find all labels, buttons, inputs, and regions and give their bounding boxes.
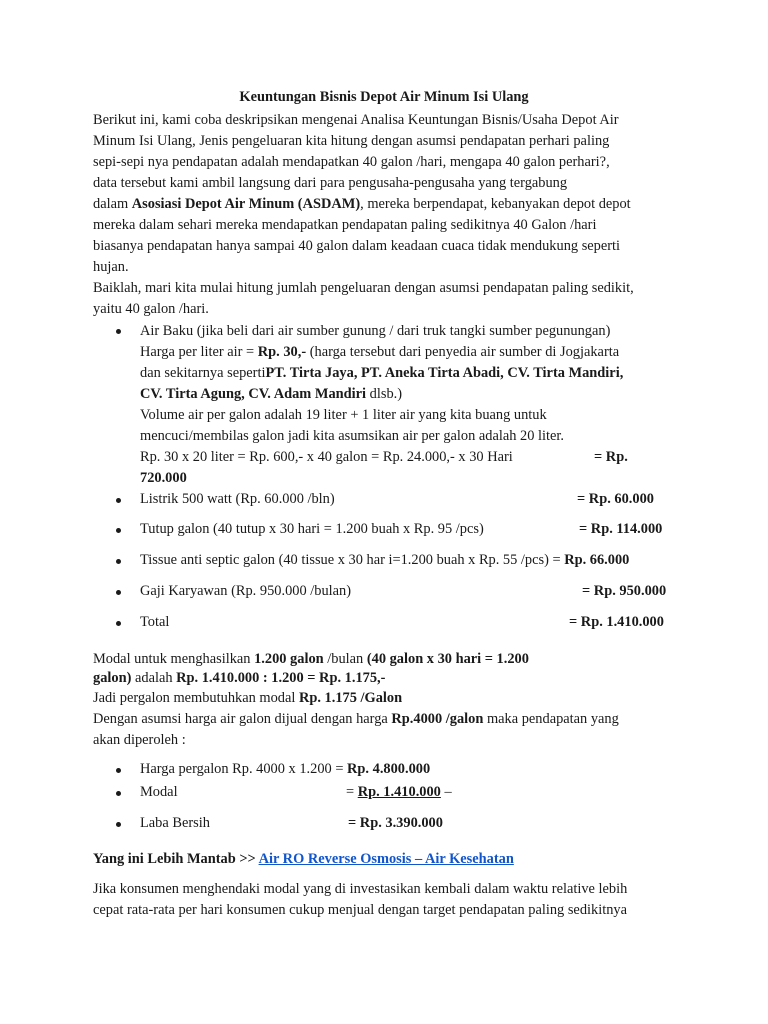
bullet-icon [116, 822, 121, 827]
intro-line: Minum Isi Ulang, Jenis pengeluaran kita hitung dengan asumsi pendapatan perhari paling [93, 133, 610, 149]
asdam-bold: Asosiasi Depot Air Minum (ASDAM) [131, 196, 361, 212]
modal-line: Jadi pergalon membutuhkan modal Rp. 1.175 /Galon [93, 690, 403, 706]
air-baku-total: = Rp. [594, 449, 628, 465]
closing-line: cepat rata-rata per hari konsumen cukup menjual dengan target pendapatan paling sedikitnya [93, 902, 627, 918]
intro-line: dalam Asosiasi Depot Air Minum (ASDAM), mereka berpendapat, kebanyakan depot depot [93, 196, 631, 212]
tissue-total: Rp. 66.000 [564, 552, 630, 568]
mantab-line: Yang ini Lebih Mantab >> Air RO Reverse Osmosis – Air Kesehatan [93, 851, 514, 867]
modal-value: Rp. 1.410.000 [357, 784, 441, 800]
tutup-label: Tutup galon (40 tutup x 30 hari = 1.200 buah x Rp. 95 /pcs) [140, 521, 484, 537]
listrik-label: Listrik 500 watt (Rp. 60.000 /bln) [140, 491, 335, 507]
bullet-icon [116, 590, 121, 595]
bullet-icon [116, 329, 121, 334]
bullet-icon [116, 768, 121, 773]
bullet-icon [116, 621, 121, 626]
total-label: Total [140, 614, 170, 630]
tissue-line [140, 550, 629, 571]
intro-line: sepi-sepi nya pendapatan adalah mendapatkan 40 galon /hari, mengapa 40 galon perhari?, [93, 154, 610, 170]
harga-line: Harga pergalon Rp. 4000 x 1.200 = Rp. 4.800.000 [140, 761, 431, 777]
laba-label: Laba Bersih [140, 815, 210, 831]
air-baku-line: dan sekitarnya sepertiPT. Tirta Jaya, PT. Aneka Tirta Abadi, CV. Tirta Mandiri, [140, 365, 624, 381]
modal-line: galon) adalah Rp. 1.410.000 : 1.200 = Rp. 1.175,- [93, 670, 386, 686]
intro-line: Berikut ini, kami coba deskripsikan mengenai Analisa Keuntungan Bisnis/Usaha Depot Air [93, 112, 619, 128]
document-title: Keuntungan Bisnis Depot Air Minum Isi Ulang [239, 89, 529, 105]
bullet-icon [116, 791, 121, 796]
air-baku-line: mencuci/membilas galon jadi kita asumsikan air per galon adalah 20 liter. [140, 428, 564, 444]
bullet-icon [116, 498, 121, 503]
harga-value: Rp. 4.800.000 [347, 761, 431, 777]
tutup-total: = Rp. 114.000 [579, 521, 663, 537]
intro-line: data tersebut kami ambil langsung dari para pengusaha-pengusaha yang tergabung [93, 175, 568, 191]
air-baku-line: Volume air per galon adalah 19 liter + 1 liter air yang kita buang untuk [140, 407, 547, 423]
bullet-icon [116, 528, 121, 533]
gaji-label: Gaji Karyawan (Rp. 950.000 /bulan) [140, 583, 352, 599]
modal-line: akan diperoleh : [93, 732, 186, 748]
air-baku-total-value: 720.000 [140, 470, 187, 486]
total-value: = Rp. 1.410.000 [569, 614, 664, 630]
air-baku-line: Harga per liter air = Rp. 30,- (harga tersebut dari penyedia air sumber di Jogjakarta [140, 344, 620, 360]
air-ro-link[interactable]: Air RO Reverse Osmosis – Air Kesehatan [258, 851, 514, 867]
listrik-total: = Rp. 60.000 [577, 491, 654, 507]
closing-line: Jika konsumen menghendaki modal yang di investasikan kembali dalam waktu relative lebih [93, 881, 628, 897]
air-baku-line: CV. Tirta Agung, CV. Adam Mandiri dlsb.) [140, 386, 403, 402]
intro-line: Baiklah, mari kita mulai hitung jumlah pengeluaran dengan asumsi pendapatan paling sedikit, [93, 280, 634, 296]
modal-value-line: = Rp. 1.410.000 – [346, 784, 452, 800]
air-baku-line: Rp. 30 x 20 liter = Rp. 600,- x 40 galon = Rp. 24.000,- x 30 Hari [140, 449, 513, 465]
intro-line: yaitu 40 galon /hari. [93, 301, 209, 317]
intro-line: mereka dalam sehari mereka mendapatkan pendapatan paling sedikitnya 40 Galon /hari [93, 217, 597, 233]
modal-line: Dengan asumsi harga air galon dijual dengan harga Rp.4000 /galon maka pendapatan yang [93, 711, 619, 727]
bullet-icon [116, 559, 121, 564]
tissue-label: Tissue anti septic galon (40 tissue x 30 har i=1.200 buah x Rp. 55 /pcs) = [140, 552, 565, 568]
laba-value: = Rp. 3.390.000 [348, 815, 443, 831]
modal-line: Modal untuk menghasilkan 1.200 galon /bulan (40 galon x 30 hari = 1.200 [93, 651, 529, 667]
intro-line: hujan. [93, 259, 129, 275]
modal-label: Modal [140, 784, 178, 800]
intro-line: biasanya pendapatan hanya sampai 40 galon dalam keadaan cuaca tidak mendukung seperti [93, 238, 621, 254]
gaji-total: = Rp. 950.000 [582, 583, 667, 599]
air-baku-line: Air Baku (jika beli dari air sumber gunung / dari truk tangki sumber pegunungan) [140, 323, 611, 339]
